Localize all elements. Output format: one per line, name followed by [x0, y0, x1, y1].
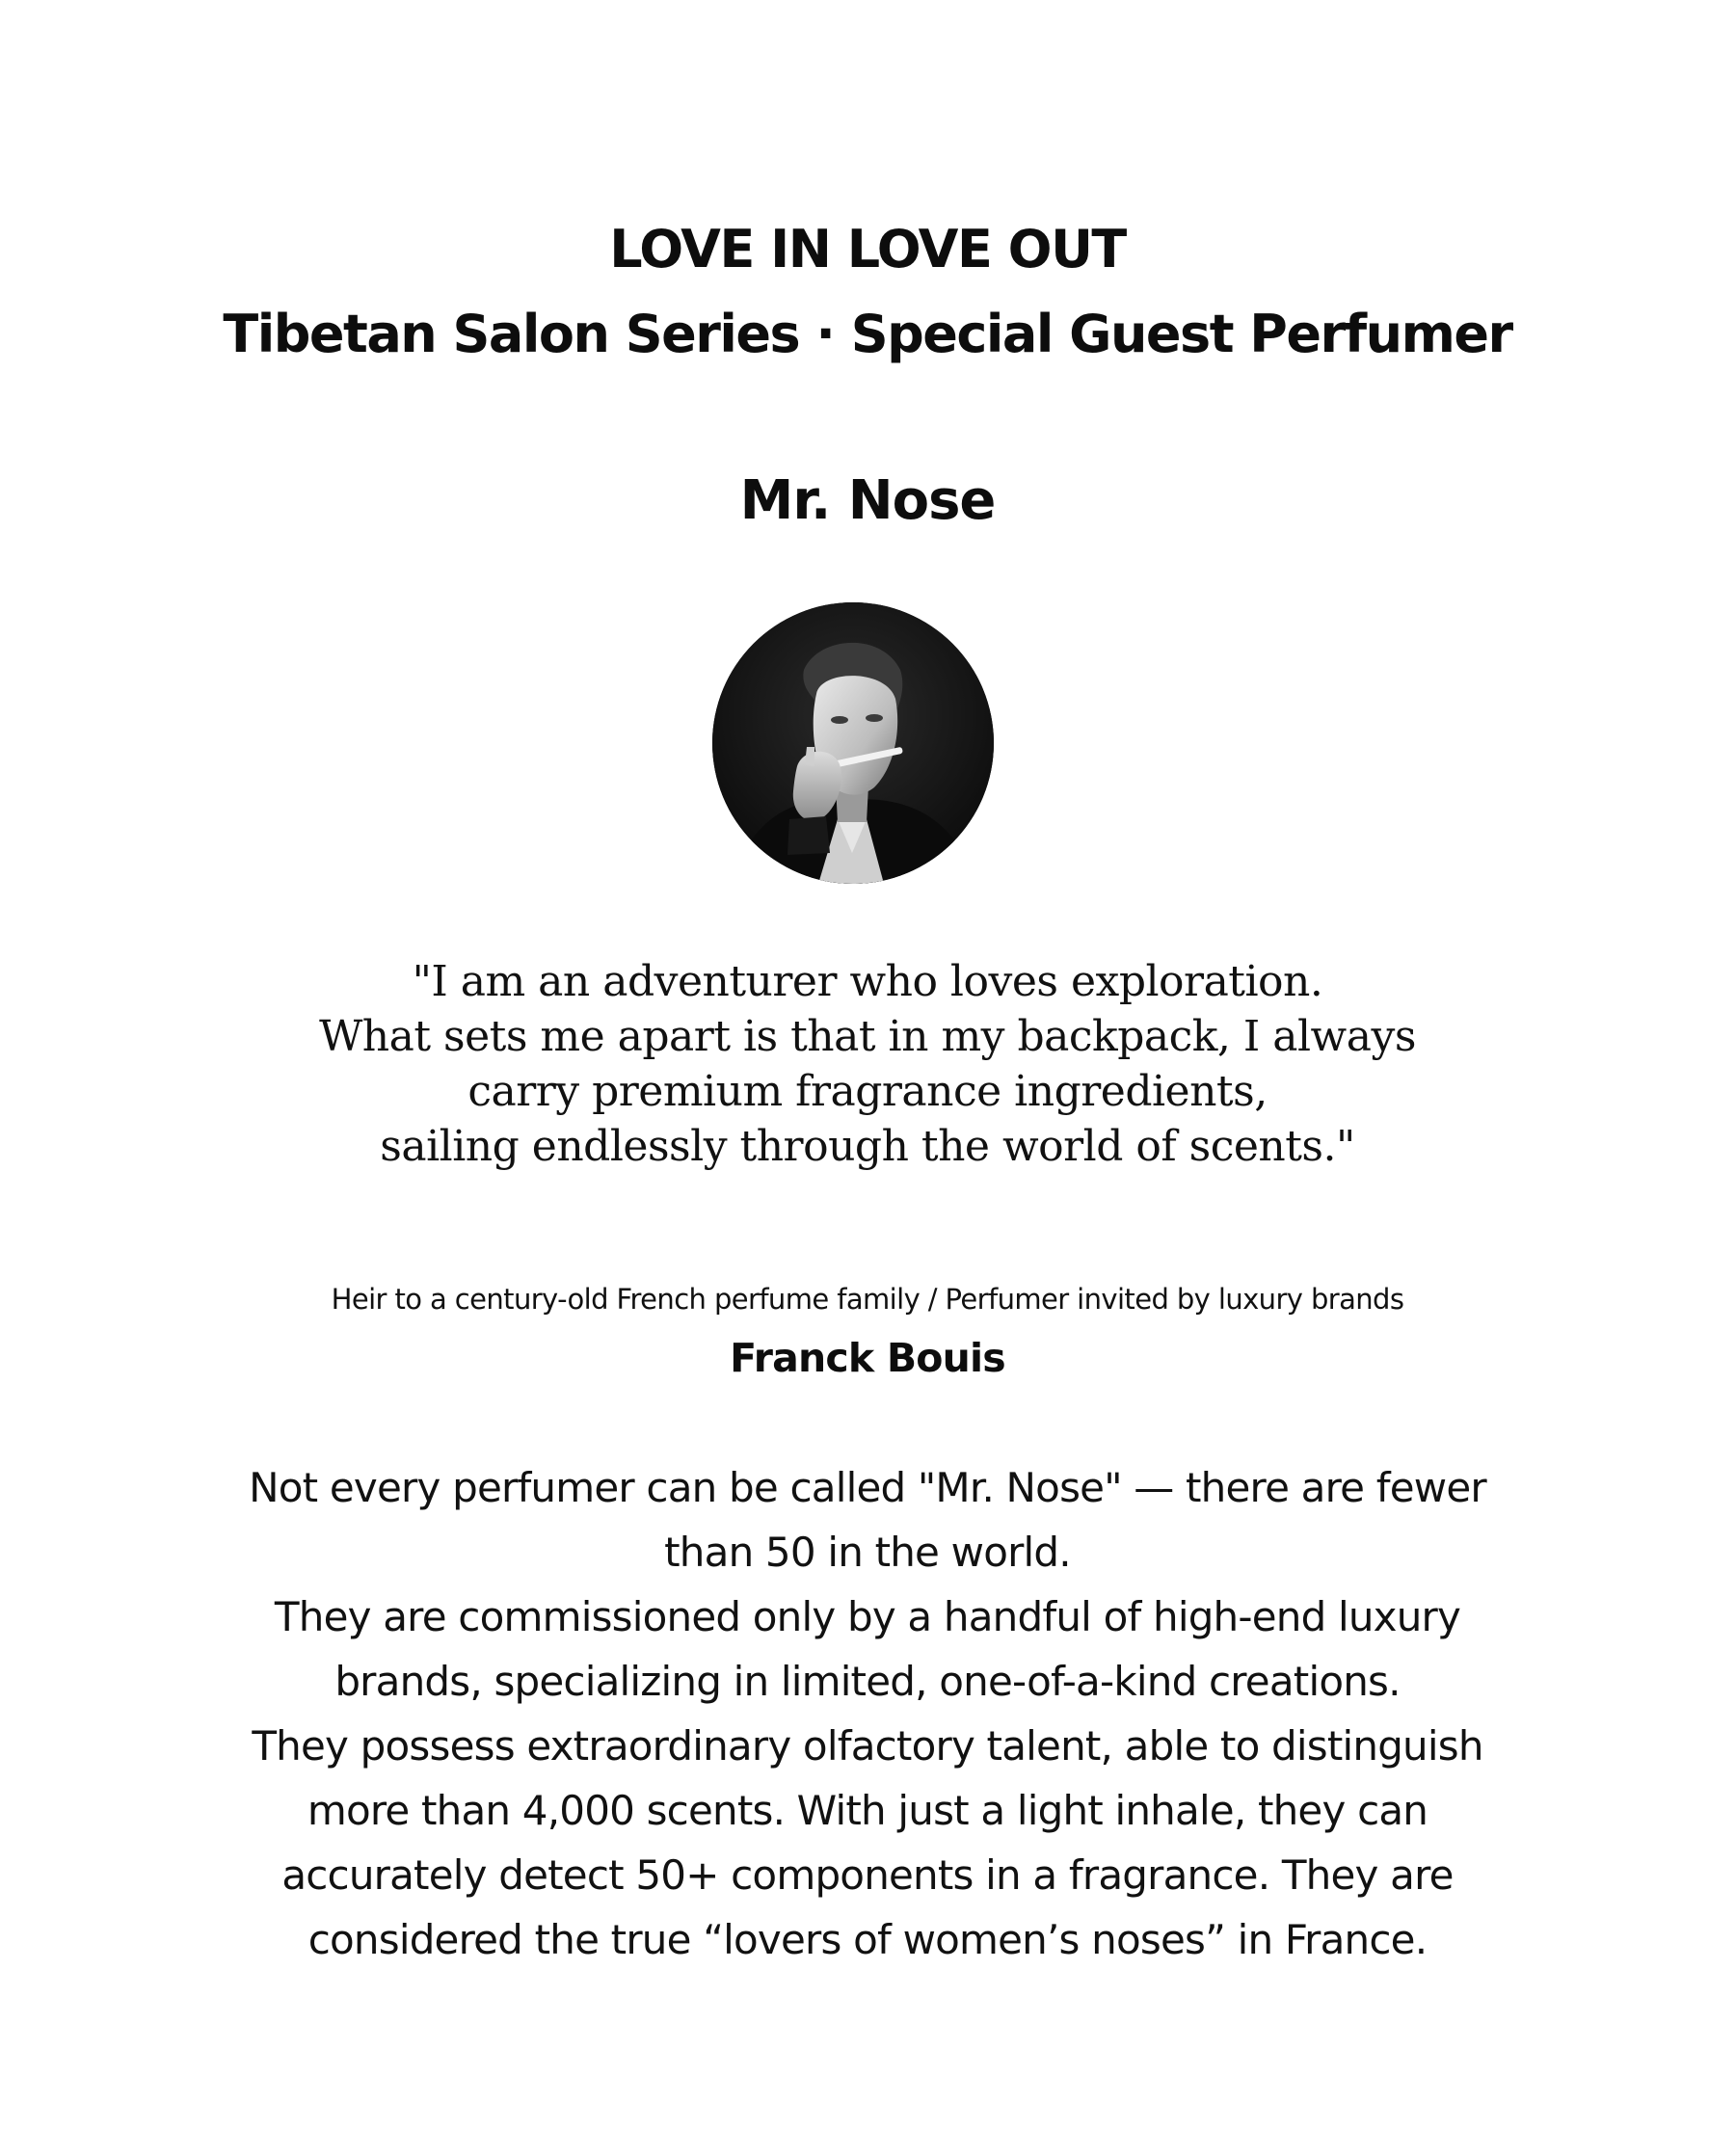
bio-line: accurately detect 50+ components in a fragrance. They are: [281, 1851, 1454, 1899]
quote-line: What sets me apart is that in my backpack, I always: [319, 1012, 1416, 1061]
quote-line: sailing endlessly through the world of scents.": [380, 1122, 1355, 1171]
quote-line: carry premium fragrance ingredients,: [467, 1067, 1268, 1116]
bio-line: more than 4,000 scents. With just a light inhale, they can: [307, 1787, 1428, 1834]
bio-line: considered the true “lovers of women’s noses” in France.: [307, 1916, 1428, 1963]
guest-name: Mr. Nose: [739, 469, 996, 532]
perfumer-bio: [0, 1455, 1735, 1972]
event-subtitle: Tibetan Salon Series · Special Guest Perfumer: [223, 304, 1512, 364]
perfumer-name: Franck Bouis: [730, 1335, 1005, 1381]
quote-line: "I am an adventurer who loves exploration.: [412, 957, 1323, 1006]
perfumer-quote: [0, 954, 1735, 1174]
perfumer-credentials: Heir to a century-old French perfume family / Perfumer invited by luxury brands: [331, 1283, 1404, 1316]
bio-line: Not every perfumer can be called "Mr. Nose" — there are fewer: [249, 1464, 1486, 1511]
bio-line: They are commissioned only by a handful of high-end luxury: [274, 1593, 1461, 1640]
bio-line: They possess extraordinary olfactory talent, able to distinguish: [252, 1722, 1483, 1770]
event-title: LOVE IN LOVE OUT: [609, 219, 1126, 279]
perfumer-portrait: [712, 602, 994, 884]
bio-line: brands, specializing in limited, one-of-a-kind creations.: [334, 1658, 1401, 1705]
portrait-photo-icon: [712, 602, 994, 884]
title-block: [0, 207, 1735, 377]
bio-line: than 50 in the world.: [664, 1529, 1071, 1576]
